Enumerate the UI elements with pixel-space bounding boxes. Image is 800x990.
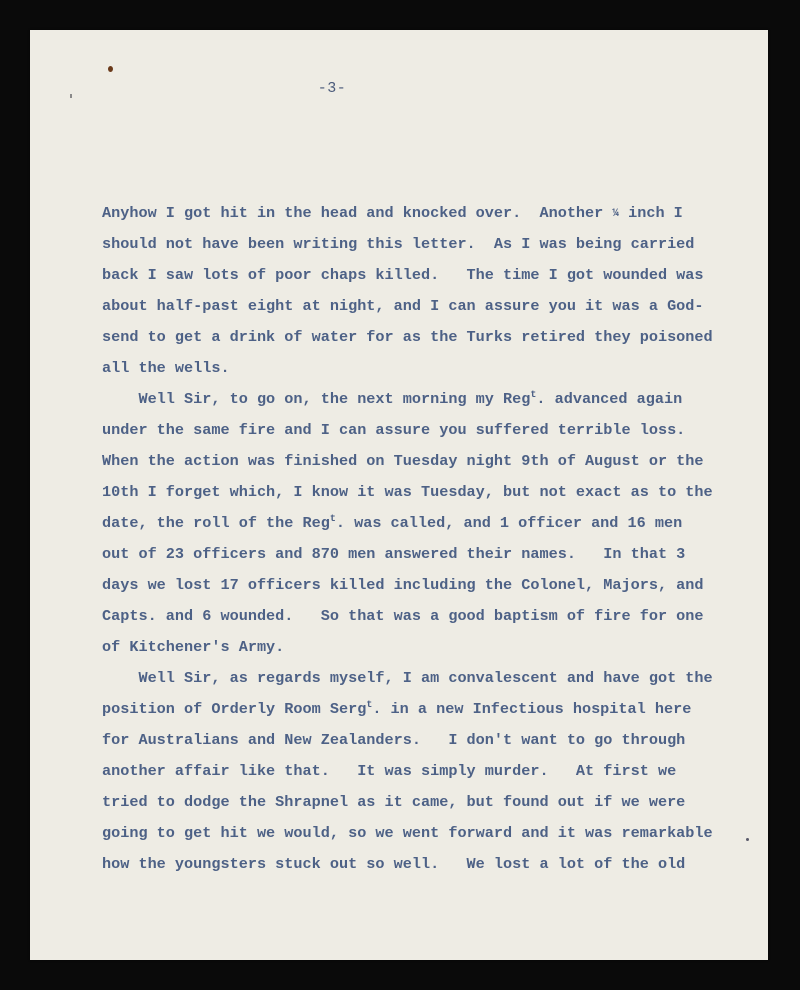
text-line: Anyhow I got hit in the head and knocked over. Another ¼ inch I bbox=[102, 198, 742, 229]
text-line: going to get hit we would, so we went forward and it was remarkable bbox=[102, 824, 713, 842]
text-line: should not have been writing this letter. As I was being carried bbox=[102, 235, 695, 253]
text-line: Well Sir, as regards myself, I am convalescent and have got the bbox=[102, 669, 713, 687]
text-line: Capts. and 6 wounded. So that was a good baptism of fire for one bbox=[102, 607, 704, 625]
paper-mark bbox=[70, 94, 72, 98]
text-line: another affair like that. It was simply murder. At first we bbox=[102, 762, 677, 780]
superscript-t: t bbox=[329, 514, 336, 525]
text-line: position of Orderly Room Serg$^t$. in a new Infectious hospital here bbox=[102, 700, 692, 718]
text-line: date, the roll of the Reg$^t$. was called, and 1 officer and 16 men bbox=[102, 514, 683, 532]
text-line: of Kitchener's Army. bbox=[102, 638, 285, 656]
text-line: about half-past eight at night, and I can assure you it was a God- bbox=[102, 297, 704, 315]
text-line: 10th I forget which, I know it was Tuesday, but not exact as to the bbox=[102, 483, 713, 501]
typed-letter-page bbox=[30, 30, 768, 960]
ink-speck bbox=[108, 66, 113, 72]
page-number: -3- bbox=[317, 80, 347, 97]
paper-mark bbox=[746, 838, 749, 841]
text-line: Well Sir, to go on, the next morning my Reg$^t$. advanced again bbox=[102, 390, 683, 408]
text-line: all the wells. bbox=[102, 359, 230, 377]
text-line: When the action was finished on Tuesday night 9th of August or the bbox=[102, 452, 704, 470]
fraction-quarter: ¼ bbox=[612, 208, 619, 220]
letter-body bbox=[102, 198, 742, 880]
text-line: back I saw lots of poor chaps killed. The time I got wounded was bbox=[102, 266, 704, 284]
text-line: tried to dodge the Shrapnel as it came, but found out if we were bbox=[102, 793, 686, 811]
text-line: under the same fire and I can assure you suffered terrible loss. bbox=[102, 421, 686, 439]
text-line: send to get a drink of water for as the Turks retired they poisoned bbox=[102, 328, 713, 346]
superscript-t: t bbox=[366, 700, 373, 711]
text-line: out of 23 officers and 870 men answered their names. In that 3 bbox=[102, 545, 686, 563]
text-line: for Australians and New Zealanders. I don't want to go through bbox=[102, 731, 686, 749]
text-line: how the youngsters stuck out so well. We lost a lot of the old bbox=[102, 855, 686, 873]
superscript-t: t bbox=[530, 390, 537, 401]
text-line: days we lost 17 officers killed including the Colonel, Majors, and bbox=[102, 576, 704, 594]
